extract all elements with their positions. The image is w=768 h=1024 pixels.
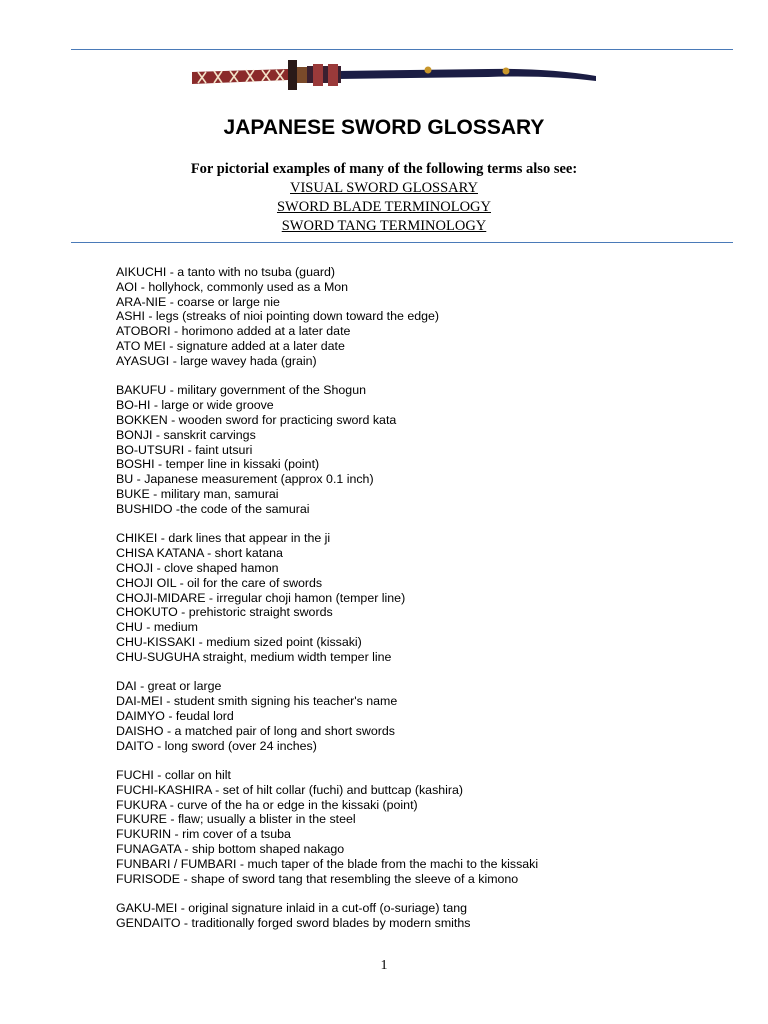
glossary-entry: DAISHO - a matched pair of long and short swords	[116, 723, 395, 738]
top-divider	[71, 49, 733, 50]
intro-block	[0, 160, 768, 236]
glossary-entry: ASHI - legs (streaks of nioi pointing down toward the edge)	[116, 309, 440, 324]
glossary-entry: BO-HI - large or wide groove	[116, 398, 274, 413]
glossary-entry: CHIKEI - dark lines that appear in the ji	[116, 531, 331, 546]
glossary-entry: BU - Japanese measurement (approx 0.1 inch)	[116, 472, 374, 487]
intro-lead: For pictorial examples of many of the following terms also see:	[190, 161, 578, 177]
glossary-group	[116, 901, 736, 931]
section-divider	[71, 242, 733, 243]
glossary-list	[116, 265, 736, 946]
glossary-entry: FUKURA - curve of the ha or edge in the kissaki (point)	[116, 797, 418, 812]
glossary-entry: FUKURIN - rim cover of a tsuba	[116, 827, 291, 842]
page-number: 1	[380, 958, 388, 973]
glossary-entry: CHOJI-MIDARE - irregular choji hamon (temper line)	[116, 590, 406, 605]
glossary-entry: ATO MEI - signature added at a later date	[116, 338, 345, 353]
glossary-entry: FUCHI-KASHIRA - set of hilt collar (fuchi) and buttcap (kashira)	[116, 782, 464, 797]
glossary-entry: FURISODE - shape of sword tang that resembling the sleeve of a kimono	[116, 871, 519, 886]
glossary-entry: GENDAITO - traditionally forged sword blades by modern smiths	[116, 916, 471, 931]
glossary-entry: BOKKEN - wooden sword for practicing sword kata	[116, 412, 397, 427]
glossary-group	[116, 265, 736, 369]
glossary-entry: ATOBORI - horimono added at a later date	[116, 324, 351, 339]
glossary-group	[116, 383, 736, 516]
glossary-entry: FUNAGATA - ship bottom shaped nakago	[116, 842, 345, 857]
glossary-entry: BUSHIDO -the code of the samurai	[116, 501, 310, 516]
glossary-entry: BUKE - military man, samurai	[116, 486, 279, 501]
glossary-entry: CHU-SUGUHA straight, medium width temper line	[116, 649, 392, 664]
glossary-entry: FUKURE - flaw; usually a blister in the steel	[116, 812, 356, 827]
glossary-entry: BO-UTSURI - faint utsuri	[116, 442, 253, 457]
glossary-entry: CHOKUTO - prehistoric straight swords	[116, 605, 333, 620]
glossary-entry: CHU - medium	[116, 620, 198, 635]
glossary-entry: GAKU-MEI - original signature inlaid in a cut-off (o-suriage) tang	[116, 901, 467, 916]
glossary-entry: CHU-KISSAKI - medium sized point (kissaki)	[116, 634, 362, 649]
glossary-entry: CHOJI OIL - oil for the care of swords	[116, 575, 323, 590]
glossary-group	[116, 679, 736, 753]
glossary-entry: AIKUCHI - a tanto with no tsuba (guard)	[116, 265, 336, 279]
glossary-entry: BAKUFU - military government of the Shogun	[116, 383, 366, 398]
glossary-entry: DAI-MEI - student smith signing his teacher's name	[116, 694, 398, 709]
glossary-entry: ARA-NIE - coarse or large nie	[116, 294, 280, 309]
katana-illustration	[188, 56, 598, 94]
link-sword-tang-terminology[interactable]: SWORD TANG TERMINOLOGY	[281, 218, 487, 234]
glossary-entry: DAIMYO - feudal lord	[116, 708, 234, 723]
glossary-entry: CHOJI - clove shaped hamon	[116, 560, 279, 575]
link-visual-sword-glossary[interactable]: VISUAL SWORD GLOSSARY	[290, 180, 478, 196]
link-sword-blade-terminology[interactable]: SWORD BLADE TERMINOLOGY	[276, 199, 491, 215]
glossary-group	[116, 531, 736, 664]
glossary-entry: DAI - great or large	[116, 679, 222, 694]
glossary-entry: CHISA KATANA - short katana	[116, 546, 283, 561]
glossary-entry: FUCHI - collar on hilt	[116, 768, 231, 783]
glossary-entry: AYASUGI - large wavey hada (grain)	[116, 353, 317, 368]
glossary-entry: FUNBARI / FUMBARI - much taper of the blade from the machi to the kissaki	[116, 856, 539, 871]
glossary-group	[116, 768, 736, 886]
glossary-entry: BOSHI - temper line in kissaki (point)	[116, 457, 320, 472]
glossary-entry: BONJI - sanskrit carvings	[116, 427, 256, 442]
page-title: JAPANESE SWORD GLOSSARY	[223, 116, 545, 139]
glossary-entry: DAITO - long sword (over 24 inches)	[116, 738, 317, 753]
glossary-entry: AOI - hollyhock, commonly used as a Mon	[116, 279, 349, 294]
